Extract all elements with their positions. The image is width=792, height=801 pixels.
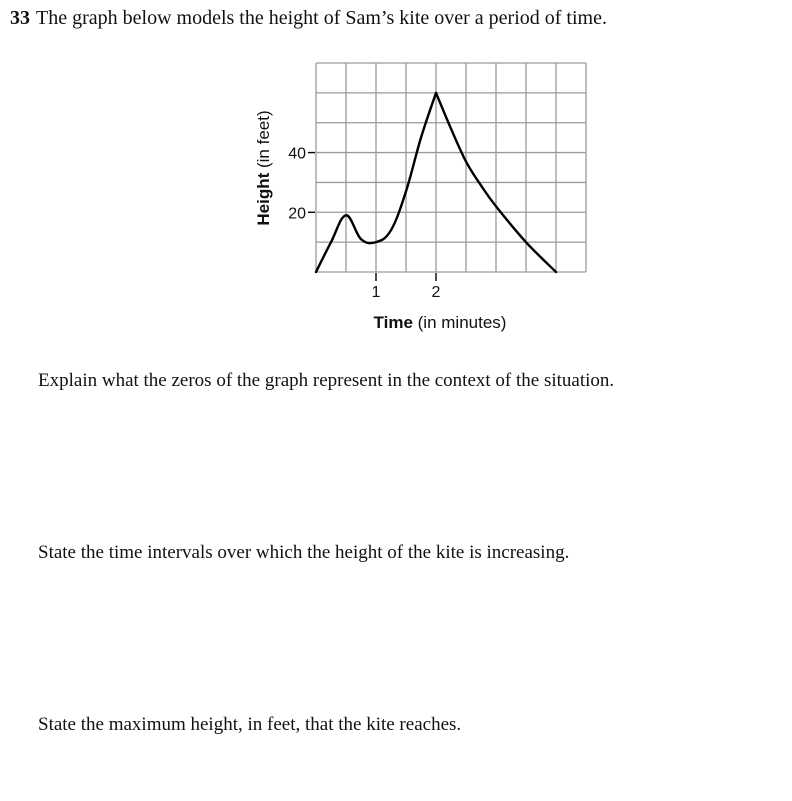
- x-tick-label: 2: [431, 284, 441, 301]
- y-tick-label: 20: [288, 205, 306, 223]
- question-number: 33: [10, 7, 30, 29]
- y-axis-ticks: [288, 146, 315, 223]
- prompt-zeros: Explain what the zeros of the graph represent in the context of the situation.: [38, 370, 615, 391]
- question-text: The graph below models the height of Sam’s kite over a period of time.: [36, 7, 607, 29]
- grid: [316, 63, 586, 272]
- prompt-increasing-intervals: State the time intervals over which the height of the kite is increasing.: [38, 542, 570, 563]
- y-axis-label: Height (in feet): [254, 110, 273, 226]
- x-tick-label: 1: [371, 284, 381, 301]
- x-axis-label: Time (in minutes): [373, 313, 507, 332]
- y-tick-label: 40: [288, 145, 306, 163]
- prompt-maximum-height: State the maximum height, in feet, that the kite reaches.: [38, 714, 462, 735]
- x-axis-ticks: [372, 273, 441, 301]
